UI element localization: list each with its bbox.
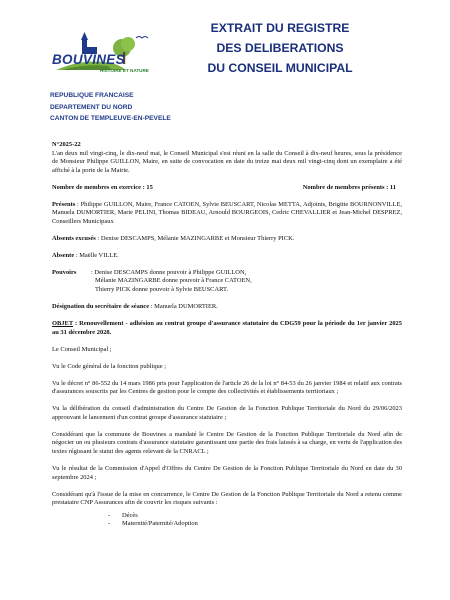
logo-wordmark: BOUVINES [52, 52, 125, 67]
deliberation-body [52, 141, 402, 529]
logo-tagline: HISTOIRE ET NATURE [100, 68, 149, 73]
proxy-line-3: Thierry PICK donne pouvoir à Sylvie BEUSCART. [95, 286, 229, 294]
paragraph-mandate: Considérant que la commune de Bouvines a mandaté le Centre De Gestion de la Fonction Publique Territoriale du Nord afin de négocier un ou plusieurs contrats d'assurance statutaire garantissant une partie des frais laissés à sa charge, en vertu de l'application des textes régissant le statut des agents relevant de la CNRACL ; [52, 430, 402, 455]
title-line-1: EXTRAIT DU REGISTRE [210, 21, 350, 35]
risks-list [52, 512, 402, 529]
secretary-name: : Manuela DUMORTIER. [149, 303, 218, 311]
title-line-2: DES DELIBERATIONS [216, 41, 344, 55]
bouvines-logo [52, 30, 164, 82]
object-text: : Renouvellement - adhésion au contrat groupe d'assurance statutaire du CDG59 pour la période du 1er janvier 2025 au 31 décembre 2028. [52, 320, 402, 336]
excused-members [52, 235, 402, 244]
department-label: DEPARTEMENT DU NORD [50, 103, 133, 111]
members-in-office: Nombre de membres en exercice : 15 [52, 183, 153, 191]
absent-label: Absente [52, 251, 75, 259]
title-line-3: DU CONSEIL MUNICIPAL [207, 61, 353, 75]
excused-list: : Denise DESCAMPS, Mélanie MAZINGARBE et Monsieur Thierry PICK. [95, 234, 295, 242]
excused-label: Absents excusés [52, 234, 96, 242]
paragraph-council: Le Conseil Municipal ; [52, 345, 112, 353]
republic-label: REPUBLIQUE FRANCAISE [50, 92, 134, 99]
member-counts [52, 184, 402, 193]
list-item: - Décès [122, 512, 402, 521]
absent-list: : Maëlle VILLE. [74, 251, 119, 259]
paragraph-decree: Vu le décret n° 86-552 du 14 mars 1986 pris pour l'application de l'article 26 de la loi n° 84-53 du 26 janvier 1984 et relatif aux contrats d'assurances souscrits par les Centres de gestion pour le compte des collectivités et établissements territoriaux ; [52, 379, 402, 396]
present-list: : Philippe GUILLON, Maire, France CATOEN, Sylvie BEUSCART, Nicolas METTA, Adjoints, Brigitte BOURNONVILLE, Manuela DUMORTIER, Marie PELINI, Thomas BIDEAU, Arnould BOURGEOIS, Cedric CHEVALLIER et Jean-Michel DESPREZ, Conseillers Municipaux [52, 200, 402, 225]
proxy-line-1: : Denise DESCAMPS donne pouvoir à Philippe GUILLON, [91, 268, 247, 276]
proxy-line-2: Mélanie MAZINGARBE donne pouvoir à France CATOEN, [95, 277, 252, 285]
canton-label: CANTON DE TEMPLEUVE-EN-PEVELE [50, 115, 171, 122]
object-label: OBJET [52, 320, 73, 328]
present-members [52, 201, 402, 227]
administrative-header [50, 90, 171, 125]
document-title [190, 18, 370, 78]
secretary-designation [52, 303, 402, 312]
deliberation-number: N°2025-22 [52, 141, 81, 148]
paragraph-cdg-deliberation: Vu la délibération du conseil d'administration du Centre De Gestion de la Fonction Publique Territoriale du Nord du 29/06/2023 approuvant le lancement d'un contrat groupe d'assurance statutaire ; [52, 405, 402, 421]
members-present: Nombre de membres présents : 11 [302, 183, 396, 191]
paragraph-code: Vu le Code général de la fonction publique ; [52, 362, 167, 370]
list-item: - Maternité/Paternité/Adoption [122, 520, 402, 529]
paragraph-provider: Considérant qu'à l'issue de la mise en concurrence, le Centre De Gestion de la Fonction Publique Territoriale du Nord a retenu comme prestataire CNP Assurances afin de couvrir les risques suivants : [52, 490, 402, 507]
paragraph-tender-result: Vu le résultat de la Commission d'Appel d'Offres du Centre De Gestion de la Fonction Publique Territoriale du Nord en date du 30 septembre 2024 ; [52, 464, 402, 481]
proxies-label: Pouvoirs [52, 268, 77, 276]
absent-members [52, 252, 402, 261]
secretary-label: Désignation du secrétaire de séance [52, 303, 150, 311]
deliberation-object [52, 320, 402, 337]
present-label: Présents [52, 200, 76, 208]
meeting-intro: L'an deux mil vingt-cinq, le dix-neuf mai, le Conseil Municipal s'est réuni en la salle du Conseil à dix-neuf heures, sous la présidence de Monsieur Philippe GUILLON, Maire, en suite de convocation en date du treize mai deux mil vingt-cinq dont un exemplaire a été affiché à la porte de la Mairie. [52, 149, 402, 174]
proxies-block [52, 269, 402, 295]
